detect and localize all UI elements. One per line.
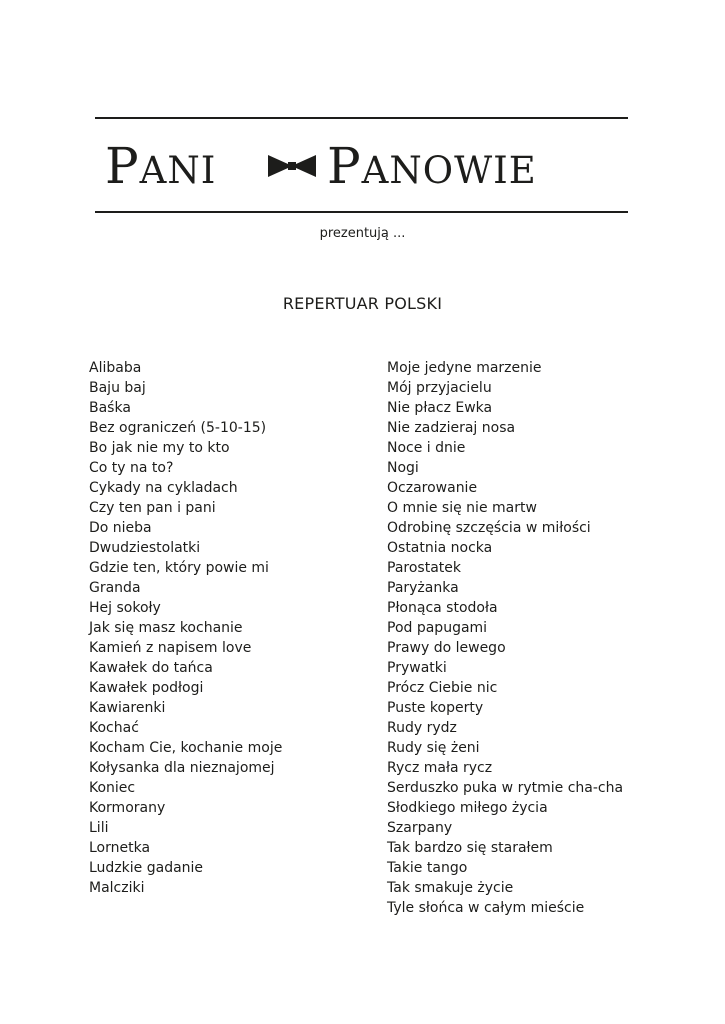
logo-rest: ANOWIE [361, 149, 537, 192]
list-item: Lili [89, 820, 109, 836]
logo-rest: ANI [139, 149, 217, 192]
list-item: Rudy rydz [387, 720, 457, 736]
bowtie-icon [266, 153, 318, 179]
list-item: Tak smakuje życie [387, 880, 514, 896]
list-item: Kormorany [89, 800, 166, 816]
logo [95, 131, 628, 201]
list-item: Ludzkie gadanie [89, 860, 204, 876]
list-item: Moje jedyne marzenie [387, 360, 542, 376]
list-item: Kocham Cie, kochanie moje [89, 740, 283, 756]
list-item: Kawałek podłogi [89, 680, 204, 696]
list-item: Mój przyjacielu [387, 380, 492, 396]
list-item: Czy ten pan i pani [89, 500, 216, 516]
list-item: Ostatnia nocka [387, 540, 493, 556]
list-item: Gdzie ten, który powie mi [89, 560, 269, 576]
list-item: Baśka [89, 400, 131, 416]
list-item: Nie zadzieraj nosa [387, 420, 516, 436]
list-item: Kawałek do tańca [89, 660, 213, 676]
list-item: Jak się masz kochanie [89, 620, 243, 636]
list-item: Nie płacz Ewka [387, 400, 493, 416]
list-item: Szarpany [387, 820, 453, 836]
song-list-right [387, 358, 623, 918]
list-item: O mnie się nie martw [387, 500, 537, 516]
list-item: Hej sokoły [89, 600, 161, 616]
list-item: Bo jak nie my to kto [89, 440, 230, 456]
list-item: Paryżanka [387, 580, 459, 596]
list-item: Malcziki [89, 880, 145, 896]
logo-word-pani [105, 131, 216, 206]
list-item: Noce i dnie [387, 440, 466, 456]
list-item: Kołysanka dla nieznajomej [89, 760, 275, 776]
list-item: Alibaba [89, 360, 142, 376]
list-item: Baju baj [89, 380, 146, 396]
song-list-left [89, 358, 282, 898]
list-item: Parostatek [387, 560, 461, 576]
list-item: Puste koperty [387, 700, 484, 716]
list-item: Do nieba [89, 520, 152, 536]
list-item: Prócz Ciebie nic [387, 680, 498, 696]
list-item: Pod papugami [387, 620, 488, 636]
logo-initial: P [327, 137, 362, 195]
list-item: Kawiarenki [89, 700, 166, 716]
list-item: Kamień z napisem love [89, 640, 252, 656]
page-title: REPERTUAR POLSKI [282, 294, 443, 313]
list-item: Takie tango [387, 860, 468, 876]
list-item: Granda [89, 580, 141, 596]
list-item: Cykady na cykladach [89, 480, 238, 496]
list-item: Rycz mała rycz [387, 760, 493, 776]
logo-word-panowie [327, 131, 537, 206]
list-item: Co ty na to? [89, 460, 174, 476]
list-item: Rudy się żeni [387, 740, 480, 756]
list-item: Płonąca stodoła [387, 600, 498, 616]
list-item: Bez ograniczeń (5-10-15) [89, 420, 267, 436]
list-item: Dwudziestolatki [89, 540, 201, 556]
subtitle: prezentują ... [319, 226, 406, 241]
list-item: Nogi [387, 460, 419, 476]
header-bottom-rule [95, 211, 628, 213]
list-item: Odrobinę szczęścia w miłości [387, 520, 591, 536]
logo-initial: P [105, 137, 140, 195]
list-item: Słodkiego miłego życia [387, 800, 548, 816]
list-item: Tyle słońca w całym mieście [387, 900, 585, 916]
list-item: Tak bardzo się starałem [387, 840, 553, 856]
list-item: Prawy do lewego [387, 640, 506, 656]
list-item: Lornetka [89, 840, 151, 856]
list-item: Kochać [89, 720, 139, 736]
list-item: Serduszko puka w rytmie cha-cha [387, 780, 624, 796]
list-item: Oczarowanie [387, 480, 478, 496]
list-item: Koniec [89, 780, 136, 796]
list-item: Prywatki [387, 660, 447, 676]
header-top-rule [95, 117, 628, 119]
